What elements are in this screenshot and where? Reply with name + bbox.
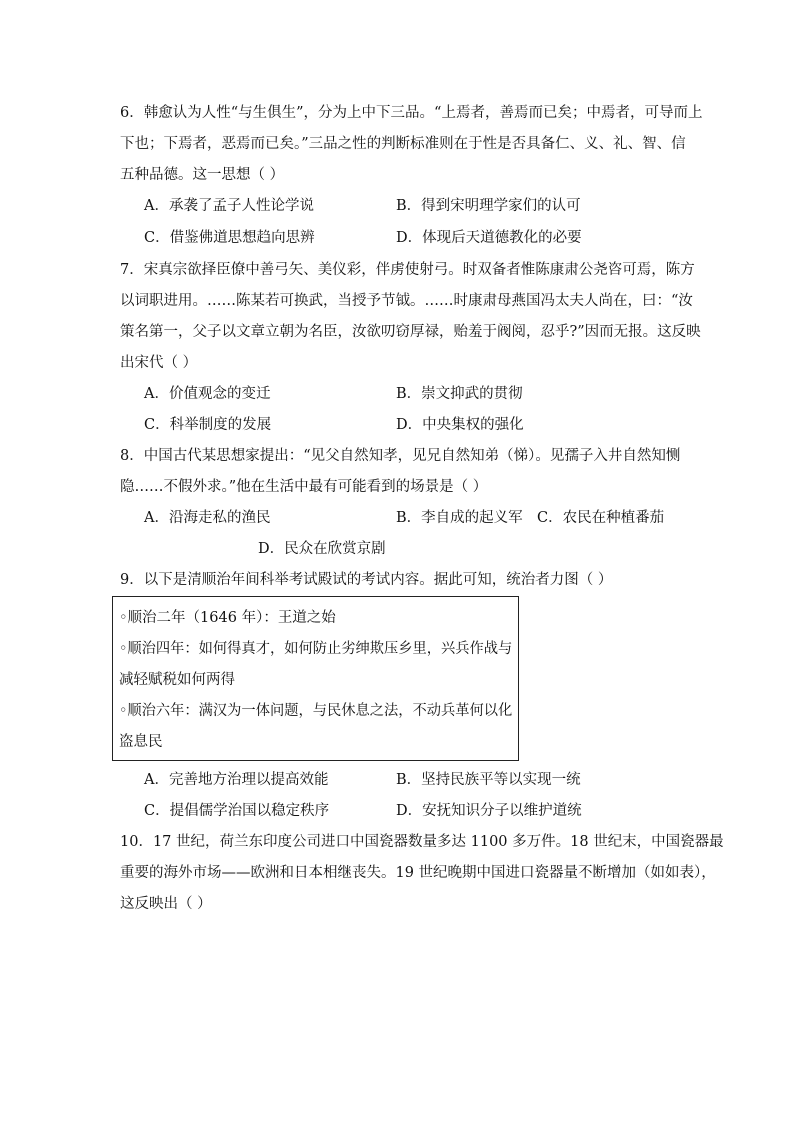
q7-stem-line-3: 策名第一，父子以文章立朝为名臣，汝欲叨窃厚禄，贻羞于阀阅，忍乎?”因而无报。这反映 (120, 324, 701, 340)
q8-stem-line-2: 隐……不假外求。”他在生活中最有可能看到的场景是（ ） (120, 479, 488, 495)
q10-stem-line-1: 10．17 世纪，荷兰东印度公司进口中国瓷器数量多达 1100 多万件。18 世纪末，中国瓷器最 (120, 834, 724, 850)
q6-option-d: D．体现后天道德教化的必要 (396, 230, 582, 246)
q6-stem-line-1: 6．韩愈认为人性“与生俱生”，分为上中下三品。“上焉者，善焉而已矣；中焉者，可导而上 (120, 105, 703, 121)
q7-stem-line-2: 以词职进用。……陈某若可换武，当授予节钺。……时康肃母燕国冯太夫人尚在，曰：“汝 (120, 293, 693, 309)
q7-option-d: D．中央集权的强化 (396, 417, 524, 433)
q8-option-c: C．农民在种植番茄 (537, 510, 665, 526)
q7-option-b: B．崇文抑武的贯彻 (396, 386, 523, 402)
q7-stem-line-1: 7．宋真宗欲择臣僚中善弓矢、美仪彩，伴虏使射弓。时双备者惟陈康肃公尧咨可焉，陈方 (120, 262, 695, 278)
q9-option-d: D．安抚知识分子以维护道统 (396, 803, 582, 819)
q9-option-b: B．坚持民族平等以实现一统 (396, 772, 581, 788)
q8-option-a: A．沿海走私的渔民 (144, 510, 271, 526)
q10-stem-line-3: 这反映出（ ） (120, 896, 212, 912)
q6-stem-line-2: 下也；下焉者，恶焉而已矣。”三品之性的判断标准则在于性是否具备仁、义、礼、智、信 (120, 136, 686, 152)
q6-stem-line-3: 五种品德。这一思想（ ） (120, 167, 285, 183)
q8-option-b: B．李自成的起义军 (396, 510, 523, 526)
q9-option-a: A．完善地方治理以提高效能 (144, 772, 329, 788)
q9-box-item-3b: 盗息民 (119, 734, 163, 750)
q9-material-box (112, 596, 519, 761)
q9-box-item-2a: ◦顺治四年：如何得真才，如何防止劣绅欺压乡里，兴兵作战与 (119, 641, 513, 657)
q6-option-c: C．借鉴佛道思想趋向思辨 (144, 230, 315, 246)
q9-option-c: C．提倡儒学治国以稳定秩序 (144, 803, 330, 819)
q8-stem-line-1: 8．中国古代某思想家提出：“见父自然知孝，见兄自然知弟（悌）。见孺子入井自然知恻 (120, 448, 681, 464)
q9-box-item-3a: ◦顺治六年：满汉为一体问题，与民休息之法，不动兵革何以化 (119, 703, 513, 719)
q9-box-item-1: ◦顺治二年（1646 年）：王道之始 (119, 610, 336, 626)
q7-stem-line-4: 出宋代（ ） (120, 355, 198, 371)
q6-option-b: B．得到宋明理学家们的认可 (396, 198, 581, 214)
q7-option-a: A．价值观念的变迁 (144, 386, 271, 402)
q7-option-c: C．科举制度的发展 (144, 417, 272, 433)
q9-stem-line-1: 9．以下是清顺治年间科举考试殿试的考试内容。据此可知，统治者力图（ ） (120, 572, 613, 588)
q9-box-item-2b: 减轻赋税如何两得 (119, 672, 235, 688)
q10-stem-line-2: 重要的海外市场——欧洲和日本相继丧失。19 世纪晚期中国进口瓷器量不断增加（如如表）， (120, 865, 716, 881)
q8-option-d: D．民众在欣赏京剧 (258, 541, 386, 557)
q6-option-a: A．承袭了孟子人性论学说 (144, 198, 314, 214)
